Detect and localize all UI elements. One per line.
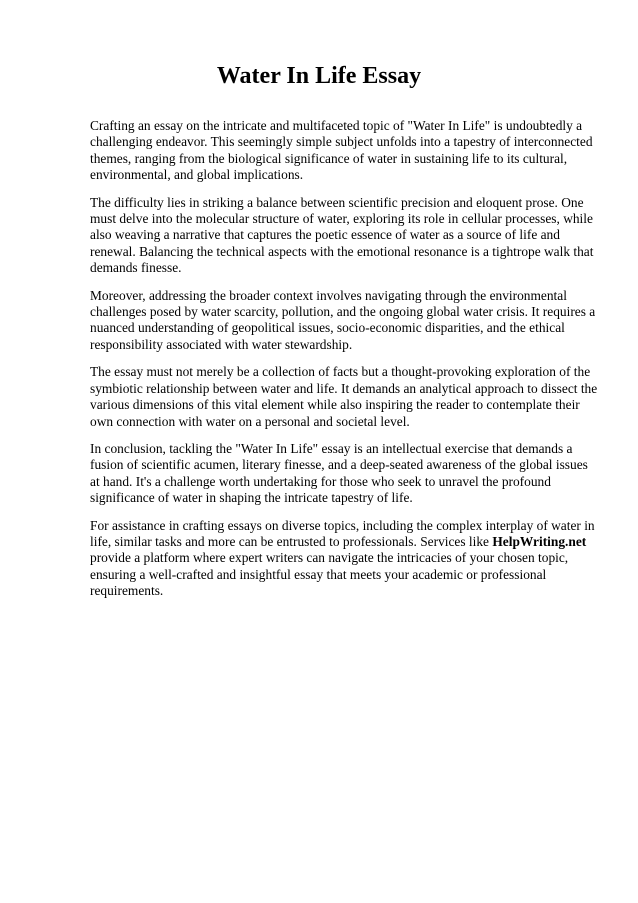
paragraph-2: The difficulty lies in striking a balance between scientific precision and eloquent prose. One must delve into the molecular structure of water, exploring its role in cellular processes, while also weaving a narrative that captures the poetic essence of water as a source of life and renewal. Balancing the technical aspects with the emotional resonance is a tightrope walk that demands finesse. bbox=[90, 194, 594, 276]
brand-name: HelpWriting.net bbox=[492, 533, 587, 549]
paragraph-3: Moreover, addressing the broader context involves navigating through the environmental challenges posed by water scarcity, pollution, and the ongoing global water crisis. It requires a nuanced understanding of geopolitical issues, socio-economic disparities, and the ethical responsibility associated with water stewardship. bbox=[90, 287, 596, 352]
page-title: Water In Life Essay bbox=[216, 63, 422, 89]
paragraph-1: Crafting an essay on the intricate and multifaceted topic of "Water In Life" is undoubtedly a challenging endeavor. This seemingly simple subject unfolds into a tapestry of interconnected themes, ranging from the biological significance of water in sustaining life to its cultural, environmental, and global implications. bbox=[90, 118, 593, 183]
essay-body bbox=[90, 118, 600, 611]
paragraph-5: In conclusion, tackling the "Water In Life" essay is an intellectual exercise that demands a fusion of scientific acumen, literary finesse, and a deep-seated awareness of the global issues at hand. It's a challenge worth undertaking for those who seek to unravel the profound significance of water in shaping the intricate tapestry of life. bbox=[90, 440, 588, 506]
paragraph-4: The essay must not merely be a collection of facts but a thought-provoking exploration of the symbiotic relationship between water and life. It demands an analytical approach to dissect the various dimensions of this vital element while also inspiring the reader to contemplate their own connection with water on a personal and societal level. bbox=[90, 364, 598, 429]
paragraph-6-tail: provide a platform where expert writers can navigate the intricacies of your chosen topic, ensuring a well-crafted and insightful essay that meets your academic or professional requirements. bbox=[90, 550, 569, 599]
paragraph-6-lead: For assistance in crafting essays on diverse topics, including the complex interplay of water in life, similar tasks and more can be entrusted to professionals. Services like bbox=[90, 517, 595, 549]
paragraph-6 bbox=[90, 518, 600, 600]
